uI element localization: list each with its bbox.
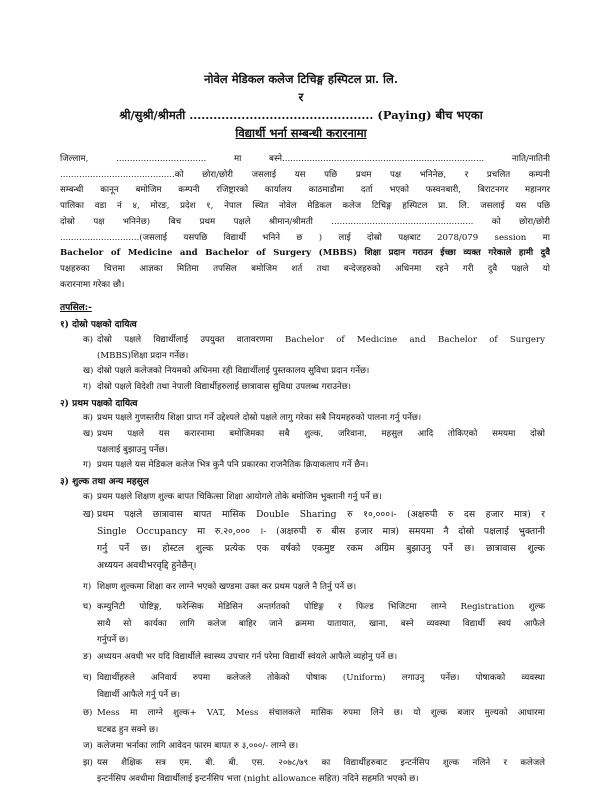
item-marker: ख) bbox=[83, 509, 95, 520]
list-item bbox=[83, 755, 545, 787]
intro-line: सम्बन्धी कानून बमोजिम कम्पनी रजिष्ट्रारको कार्यालय काठमाडौमा दर्ता भएको फस्वनबारी, बिराटनगर महानगर bbox=[60, 185, 550, 196]
list-item bbox=[83, 380, 545, 396]
item-line: प्रथम पक्षले गुणस्तरीय शिक्षा प्राप्त गर्ने उद्देश्यले दोस्रो पक्षले लागु गरेका सबै नियमहरुको पालना गर्नु पर्नेछ। bbox=[97, 413, 422, 423]
item-line: विद्यार्थी आफैले गर्नु पर्ने छ। bbox=[97, 689, 181, 700]
title-conjunction: र bbox=[298, 90, 304, 104]
section-heading-first-party: २) प्रथम पक्षको दायित्व bbox=[60, 399, 138, 409]
item-marker: ख) bbox=[83, 429, 94, 439]
item-line: प्रथम पक्षले यस करारनामा बमोजिमका सबै शुल्क, जरिवाना, महसुल आदि तोकिएको समयमा दोस्रो bbox=[97, 429, 545, 439]
intro-line: ..........................................को छोरा/छोरी जसलाई यस पछि प्रथम पक्ष भनिनेछ, र प्रचलित कम्पनी bbox=[60, 169, 550, 180]
list-item bbox=[83, 650, 545, 666]
item-marker: ग) bbox=[83, 582, 92, 592]
item-marker: ज) bbox=[83, 741, 93, 751]
item-line: कम्युनिटी पोष्टिङ्ग, फरेन्सिक मेडिसिन अन्तर्गतको पोष्टिङ्ग र फिल्ड भिजिटमा लाग्ने Registration शुल्क bbox=[97, 602, 545, 612]
title-agreement-type: विद्यार्थी भर्ना सम्बन्धी करारनामा bbox=[235, 126, 367, 140]
intro-line: दोस्रो पक्ष भनिनेछ) बिच प्रथम पक्षले श्रीमान/श्रीमती .................................................... को छोरा/छोरी bbox=[60, 216, 550, 227]
list-item bbox=[83, 427, 545, 458]
list-item bbox=[83, 705, 545, 738]
item-line: अध्ययन अवधी भर यदि विद्यार्थीले स्वास्थ्य उपचार गर्न परेमा विद्यार्थी स्वंयले आफैले व्यहोनु पर्ने छ। bbox=[97, 652, 398, 662]
item-marker: ख) bbox=[83, 366, 94, 376]
item-marker: ग) bbox=[83, 382, 92, 392]
title-college-name: नोवेल मेडिकल कलेज टिचिङ्ग हस्पिटल प्रा. लि. bbox=[204, 72, 398, 86]
item-line: कलेजमा भर्नाका लागि आवेदन फारम बापत रु ३,०००/- लाग्ने छ। bbox=[97, 741, 299, 751]
list-item bbox=[83, 490, 545, 506]
item-marker: क) bbox=[83, 492, 93, 502]
item-line: प्रथम पक्षले शिक्षण शुल्क बापत चिकित्सा शिक्षा आयोगले तोके बमोजिम भुक्तानी गर्नु पर्ने छ। bbox=[97, 492, 382, 502]
item-marker: च) bbox=[83, 673, 92, 683]
item-line: पक्षलाई बुझाउनु पर्नेछ। bbox=[97, 444, 168, 455]
item-marker: क) bbox=[83, 413, 93, 423]
intro-line: .............................(जसलाई यसपछि विद्यार्थी भनिने छ ) लाई दोस्रो पक्षबाट 2078/079 session मा bbox=[60, 232, 550, 243]
list-item bbox=[83, 458, 545, 474]
intro-line: करारनामा गरेका छौ। bbox=[60, 279, 125, 290]
list-item bbox=[83, 506, 545, 574]
item-marker: झ) bbox=[83, 758, 93, 768]
item-marker: क) bbox=[83, 335, 93, 345]
item-marker: ङ) bbox=[83, 652, 92, 662]
item-line: दोस्रो पक्षले विद्यार्थीलाई उपयुक्त वातावरणमा Bachelor of Medicine and Bachelor of Surgery bbox=[97, 335, 545, 345]
item-marker: छ) bbox=[83, 708, 93, 718]
section-heading-second-party: १) दोस्रो पक्षको दायित्व bbox=[60, 320, 137, 330]
item-line: साथै सो कार्यका लागि कलेज बाहिर जाने क्रममा यातायात, खाना, बस्ने व्यवस्था विद्यार्थी स्वयं आफैले bbox=[97, 618, 545, 629]
item-marker: घ) bbox=[83, 602, 92, 612]
list-item bbox=[83, 599, 545, 649]
item-line: यस शैक्षिक सत्र एम. बी. बी. एस. २०७८/७९ का विद्यार्थीहरुबाट इन्टर्नसिप शुल्क नलिने र कलेजले bbox=[97, 758, 545, 768]
intro-line: पालिका वडा नं ४, मोरङ, प्रदेश १, नेपाल स्थित नोवेल मेडिकल कलेज टिचिङ्ग हस्पिटल प्रा. लि. जसलाई यस पछि bbox=[60, 201, 550, 212]
item-line: दोस्रो पक्षले विदेशी तथा नेपाली विद्यार्थीहरुलाई छात्रावास सुविधा उपलब्ध गराउनेछ। bbox=[97, 382, 351, 392]
list-item bbox=[83, 333, 545, 364]
title-parties-line: श्री/सुश्री/श्रीमती .............................................. (Paying) बीच भएका bbox=[119, 108, 483, 122]
item-line: Single Occupancy मा रु.२०,००० ।- (अक्षरुपी रु बीस हजार मात्र) समयमा नै दोस्रो पक्षलाई भुक्तानी bbox=[97, 526, 545, 537]
intro-line: जिल्लाम, ................................. मा बस्ने.......................................................................... नाति/नातिनी bbox=[60, 154, 550, 164]
item-line: प्रथम पक्षले यस मेडिकल कलेज भित्र कुनै पनि प्रकारका राजनैतिक क्रियाकलाप गर्ने छैन। bbox=[97, 460, 369, 470]
list-item bbox=[83, 739, 545, 755]
section-heading-fees: ३) शुल्क तथा अन्य महसुल bbox=[60, 477, 149, 487]
list-item bbox=[83, 580, 545, 596]
list-item bbox=[83, 364, 545, 380]
item-line: दोस्रो पक्षले कलेजको नियमको अधिनमा रही विद्यार्थीलाई पुस्तकालय सुविधा प्रदान गर्नेछ। bbox=[97, 366, 370, 376]
item-line: इन्टर्नसिप अवधीमा विद्यार्थीलाई इन्टर्नसिप भत्ता (night allowance सहित) नदिने सहमति भएको छ। bbox=[97, 774, 419, 784]
item-marker: ग) bbox=[83, 460, 92, 470]
item-line: विद्यार्थीहरुले अनिवार्य रुपमा कलेजले तोकेको पोषाक (Uniform) लगाउनु पर्नेछ। पोषाकको व्यवस्था bbox=[97, 673, 545, 683]
item-line: गर्नुपर्ने छ। bbox=[97, 635, 129, 645]
intro-paragraph bbox=[60, 152, 550, 293]
item-line: प्रथम पक्षले छात्रावास बापत मासिक Double Sharing रु १०,०००।- (अक्षरुपी रु दस हजार मात्र) र bbox=[97, 509, 545, 520]
item-line: गर्नु पर्ने छ। होस्टल शुल्क प्रत्येक एक वर्षको एकमुष्ट रकम अग्रिम बुझाउनु पर्ने छ। छात्रावास शुल्क bbox=[97, 543, 545, 554]
list-item bbox=[83, 670, 545, 703]
item-line: अध्ययन अवधीभरवृद्दि हुनेछैन्। bbox=[97, 560, 197, 571]
item-line: Mess मा लाग्ने शुल्क+ VAT, Mess संचालकले मासिक रुपमा लिने छ। यो शुल्क बजार मुल्यको आधारमा bbox=[97, 708, 545, 718]
item-line: (MBBS)शिक्षा प्रदान गर्नेछ। bbox=[97, 350, 189, 361]
item-line: घटबढ हुन सक्ने छ। bbox=[97, 724, 159, 735]
intro-line: Bachelor of Medicine and Bachelor of Surgery (MBBS) शिक्षा प्रदान गराउन ईच्छा व्यक्त गरेकाले हामी दुवै bbox=[60, 248, 550, 259]
item-line: शिक्षण शुल्कमा शिक्षा कर लाग्ने भएको खण्डमा उक्त कर प्रथम पक्षले नै तिर्नु पर्ने छ। bbox=[97, 582, 357, 592]
intro-line: पक्षहरुका चित्तमा आज्ञका मितिमा तपसिल बमोजिम शर्त तथा बन्देजहरुको अधिनमा रहने गरी दुवै पक्षले यो bbox=[60, 263, 550, 274]
schedule-heading: तपसिल:- bbox=[60, 303, 92, 313]
list-item bbox=[83, 411, 545, 427]
